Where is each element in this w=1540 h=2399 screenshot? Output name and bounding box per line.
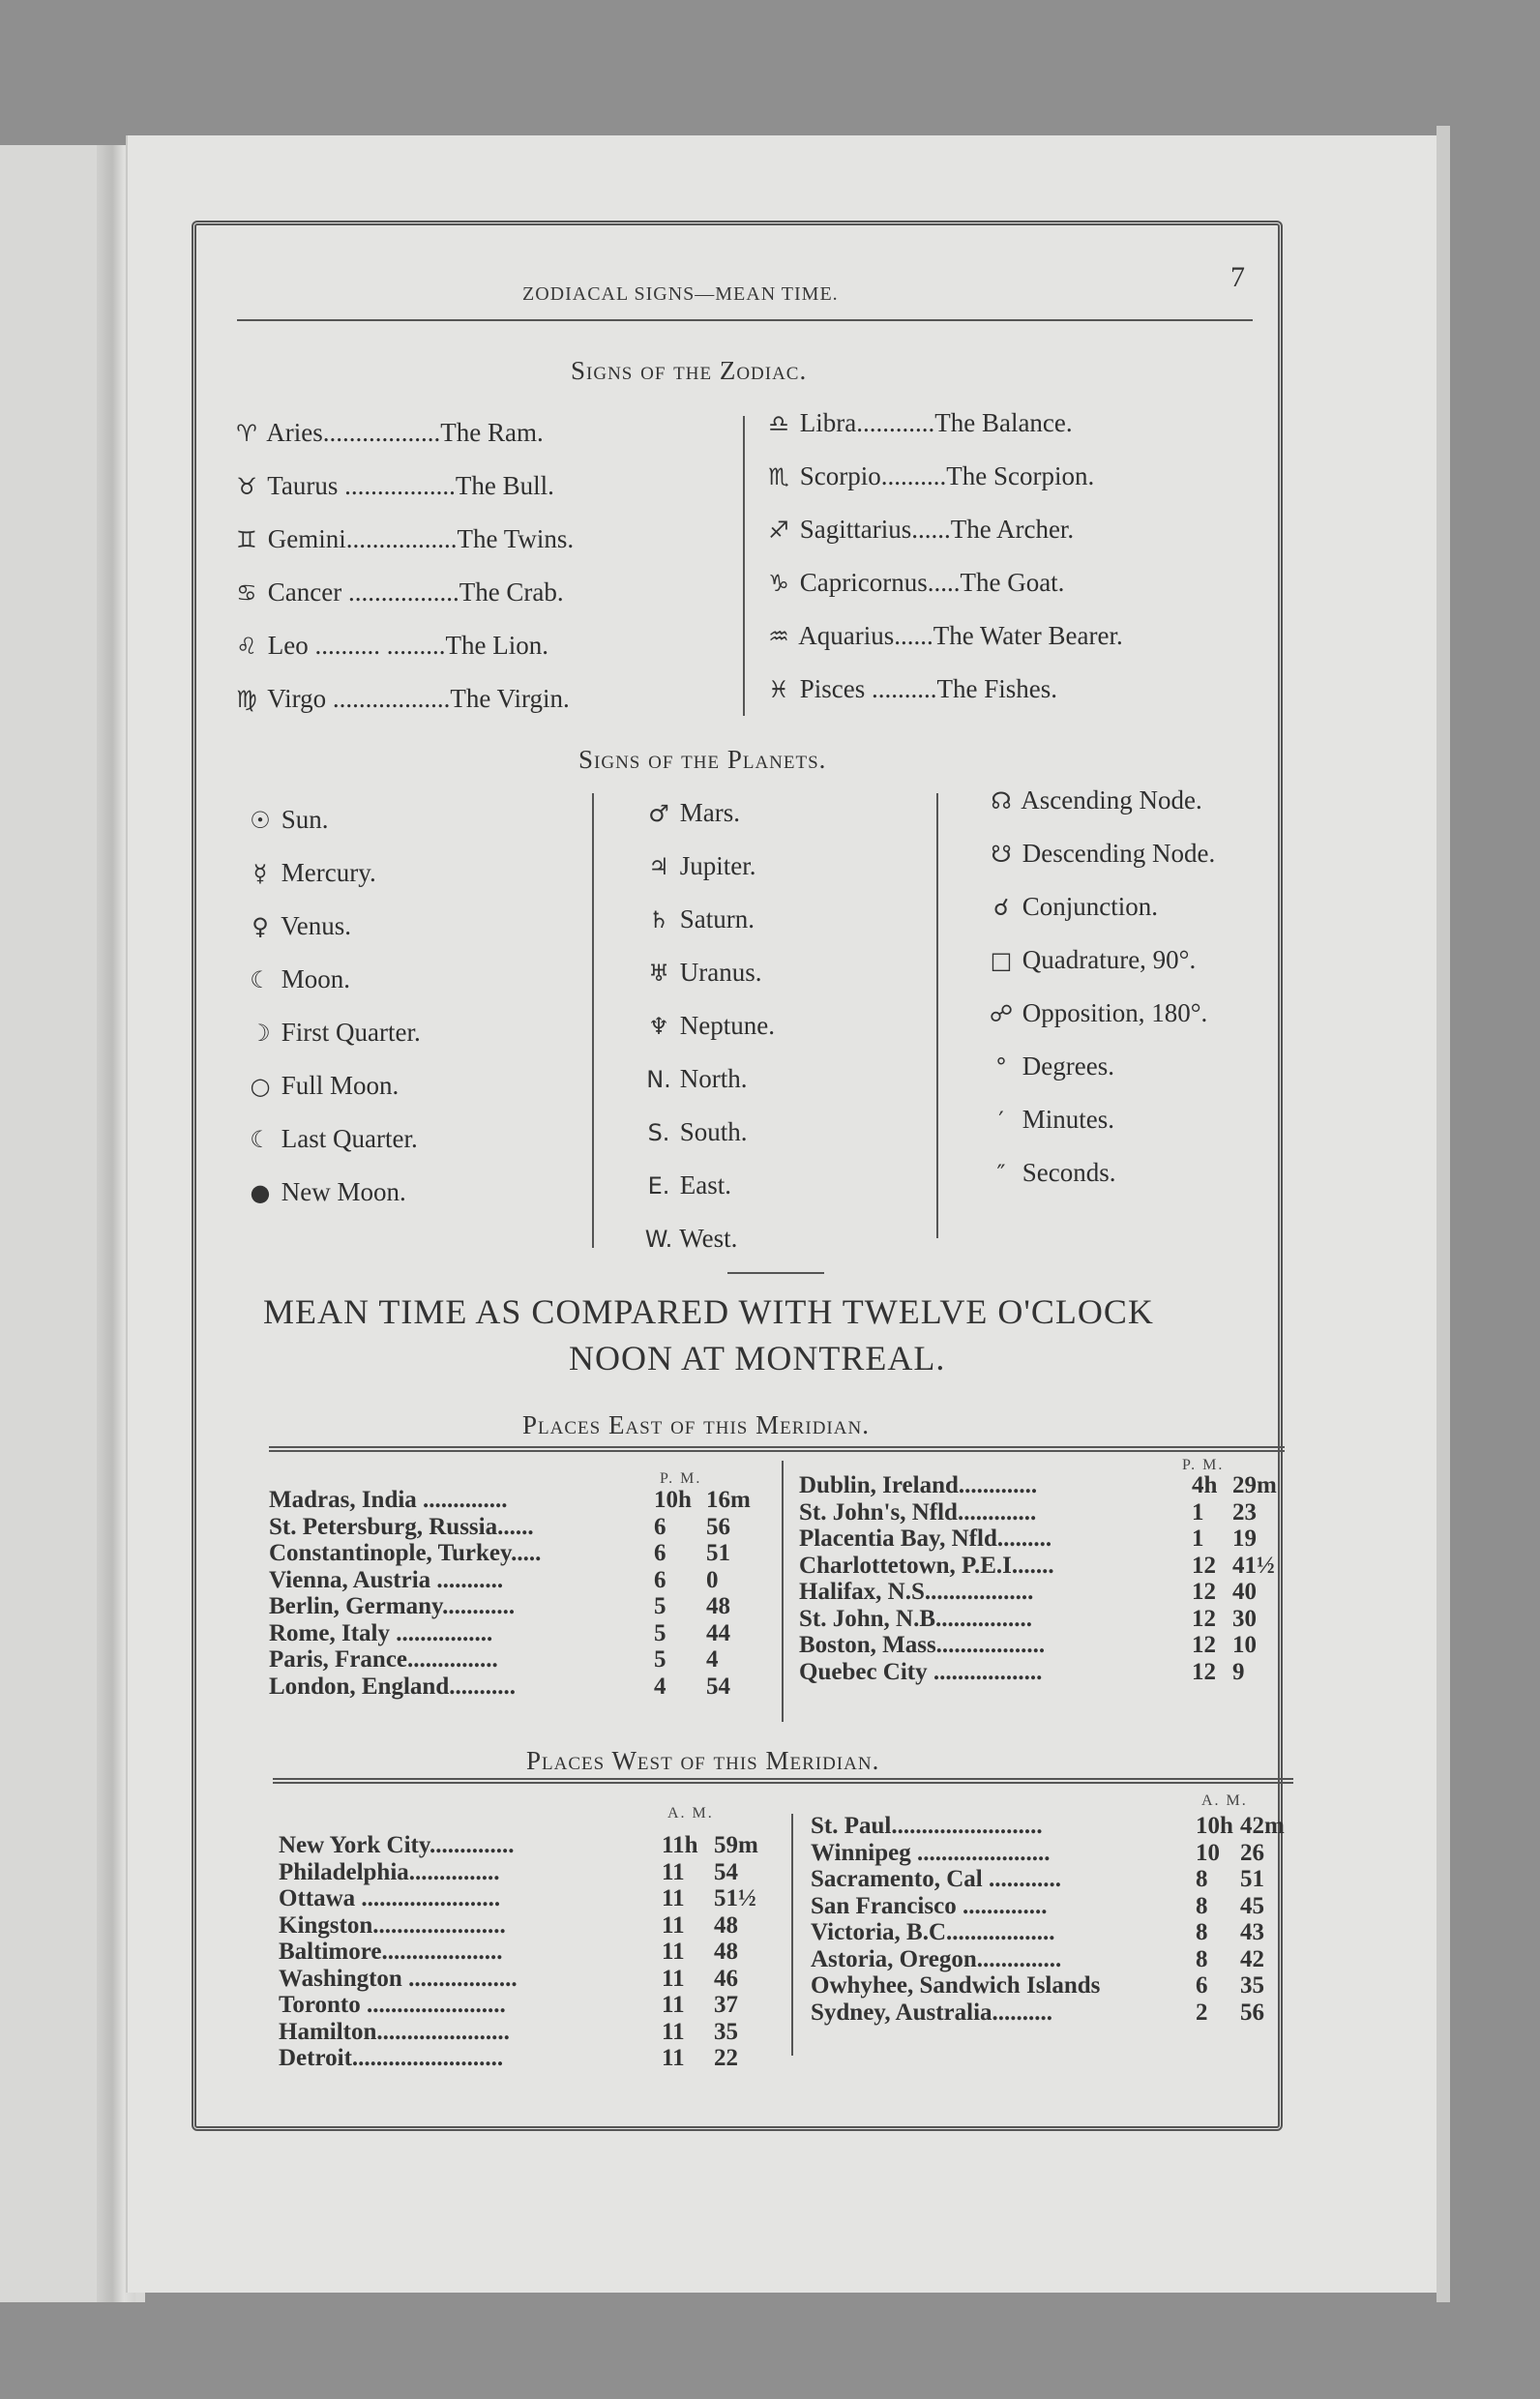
planet-sign-row bbox=[987, 839, 1215, 869]
zodiac-sign-row-label: Gemini.................The Twins. bbox=[261, 524, 575, 553]
table-row-place: Hamilton...................... bbox=[279, 2018, 510, 2045]
table-row-minutes: 22 bbox=[714, 2045, 738, 2071]
table-row-place: Washington .................. bbox=[279, 1965, 518, 1992]
table-row-minutes: 10 bbox=[1232, 1632, 1257, 1658]
planet-sign-row-label: Saturn. bbox=[673, 904, 755, 933]
planet-sign-row-label: Jupiter. bbox=[673, 851, 756, 880]
table-row-hours: 6 bbox=[654, 1566, 666, 1593]
planet-sign-row bbox=[246, 858, 376, 888]
table-row-place: Halifax, N.S.................. bbox=[799, 1579, 1034, 1605]
planet-sign-row-label: East. bbox=[673, 1170, 731, 1200]
planet-sign-row-symbol: ♄ bbox=[648, 906, 669, 933]
planet-sign-row-label: West. bbox=[673, 1224, 738, 1253]
table-row-hours: 8 bbox=[1196, 1919, 1208, 1945]
table-row-hours: 4h bbox=[1192, 1472, 1218, 1498]
planet-sign-row-label: New Moon. bbox=[275, 1177, 406, 1206]
planet-sign-row-symbol: ♃ bbox=[648, 853, 669, 880]
planet-sign-row bbox=[644, 851, 756, 881]
table-row-hours: 6 bbox=[654, 1540, 666, 1566]
planet-sign-row-label: Degrees. bbox=[1016, 1051, 1114, 1081]
zodiac-sign-row-label: Sagittarius......The Archer. bbox=[793, 515, 1075, 544]
planet-sign-row-label: Quadrature, 90°. bbox=[1016, 945, 1197, 974]
table-row-hours: 8 bbox=[1196, 1945, 1208, 1972]
table-row-hours: 12 bbox=[1192, 1605, 1216, 1632]
zodiac-sign-row-symbol: ♈ bbox=[236, 420, 257, 447]
planet-sign-row-symbol: ☍ bbox=[989, 1000, 1014, 1027]
table-row-minutes: 54 bbox=[714, 1858, 738, 1885]
table-row-minutes: 0 bbox=[706, 1566, 719, 1593]
east-col-head-right: P. M. bbox=[1182, 1457, 1225, 1473]
planet-sign-row-symbol: ♀ bbox=[252, 913, 269, 940]
planet-sign-row-symbol: ♂ bbox=[648, 800, 669, 827]
planet-sign-row-symbol: ☽ bbox=[250, 1020, 271, 1047]
zodiac-sign-row-symbol: ♍ bbox=[236, 686, 257, 713]
table-row-minutes: 35 bbox=[714, 2018, 738, 2045]
table-row-minutes: 48 bbox=[714, 1911, 738, 1939]
zodiac-sign-row-symbol: ♋ bbox=[236, 579, 257, 607]
page-edge bbox=[1436, 126, 1450, 2302]
table-row-place: Baltimore.................... bbox=[279, 1939, 503, 1965]
table-row-place: London, England........... bbox=[269, 1673, 516, 1700]
planet-sign-row bbox=[644, 798, 740, 828]
zodiac-sign-row bbox=[764, 461, 1094, 491]
planet-sign-row-symbol: ☊ bbox=[991, 787, 1012, 814]
table-row-minutes: 45 bbox=[1240, 1892, 1264, 1919]
planet-sign-row-symbol: ′ bbox=[998, 1107, 1004, 1134]
table-row-minutes: 16m bbox=[706, 1487, 751, 1513]
planet-sign-row-label: Seconds. bbox=[1016, 1158, 1116, 1187]
table-row-place: Berlin, Germany............ bbox=[269, 1593, 516, 1619]
table-row-hours: 8 bbox=[1196, 1866, 1208, 1892]
zodiac-sign-row-symbol: ♒ bbox=[768, 623, 789, 650]
zodiac-sign-row-symbol: ♎ bbox=[768, 410, 789, 437]
zodiac-sign-row-label: Cancer .................The Crab. bbox=[261, 578, 564, 607]
table-row-place: St. John's, Nfld............. bbox=[799, 1498, 1037, 1525]
planet-sign-row-symbol: W. bbox=[644, 1226, 673, 1253]
planet-sign-row-symbol: N. bbox=[646, 1066, 671, 1093]
planet-sign-row-symbol: ☌ bbox=[992, 894, 1010, 921]
table-row-place: Sacramento, Cal ............ bbox=[811, 1866, 1061, 1892]
planet-sign-row-label: North. bbox=[673, 1064, 748, 1093]
planet-sign-row-label: Ascending Node. bbox=[1016, 785, 1202, 814]
table-row-hours: 10h bbox=[1196, 1813, 1233, 1839]
table-row-minutes: 51 bbox=[706, 1540, 730, 1566]
table-row-minutes: 4 bbox=[706, 1646, 719, 1673]
table-row-minutes: 54 bbox=[706, 1673, 730, 1700]
planet-sign-row-symbol: ♅ bbox=[648, 960, 669, 987]
planet-sign-row-symbol: ″ bbox=[996, 1160, 1006, 1187]
table-row-place: Detroit......................... bbox=[279, 2045, 504, 2071]
table-row-hours: 11 bbox=[662, 1911, 685, 1939]
planet-sign-row-symbol: ° bbox=[995, 1053, 1007, 1081]
table-row-place: San Francisco .............. bbox=[811, 1892, 1048, 1919]
east-top-rule bbox=[269, 1446, 1285, 1452]
zodiac-sign-row-symbol: ♐ bbox=[768, 517, 789, 544]
planet-sign-row-symbol: ● bbox=[250, 1179, 271, 1206]
table-row-place: Placentia Bay, Nfld......... bbox=[799, 1525, 1052, 1552]
table-row-place: Winnipeg ...................... bbox=[811, 1839, 1051, 1866]
planet-sign-row-symbol: ☾ bbox=[250, 966, 271, 993]
table-row-place: Owhyhee, Sandwich Islands bbox=[811, 1972, 1101, 1999]
mean-time-title-1: MEAN TIME AS COMPARED WITH TWELVE O'CLOCK bbox=[263, 1292, 1154, 1331]
table-row-hours: 12 bbox=[1192, 1658, 1216, 1685]
planet-sign-row bbox=[987, 892, 1158, 922]
table-row-place: Kingston...................... bbox=[279, 1911, 506, 1939]
table-row-minutes: 41½ bbox=[1232, 1552, 1275, 1579]
table-row-minutes: 51½ bbox=[714, 1885, 756, 1911]
table-row-place: St. Paul......................... bbox=[811, 1813, 1043, 1839]
zodiac-sign-row bbox=[232, 684, 570, 714]
zodiac-sign-row bbox=[232, 471, 554, 501]
table-row-place: Charlottetown, P.E.I....... bbox=[799, 1552, 1054, 1579]
table-row-place: Ottawa ....................... bbox=[279, 1885, 501, 1911]
planet-sign-row bbox=[246, 1018, 421, 1048]
table-row-minutes: 44 bbox=[706, 1619, 730, 1646]
table-row-place: St. Petersburg, Russia...... bbox=[269, 1513, 534, 1540]
east-title: Places East of this Meridian. bbox=[522, 1410, 870, 1439]
table-row-place: Quebec City .................. bbox=[799, 1658, 1043, 1685]
table-row-place: Dublin, Ireland............. bbox=[799, 1472, 1038, 1498]
table-row-minutes: 35 bbox=[1240, 1972, 1264, 1999]
table-row-hours: 11h bbox=[662, 1832, 698, 1858]
table-row-hours: 11 bbox=[662, 2018, 685, 2045]
planet-sign-row bbox=[644, 904, 755, 934]
planet-sign-row-label: First Quarter. bbox=[275, 1018, 421, 1047]
table-row-place: Paris, France............... bbox=[269, 1646, 498, 1673]
planet-sign-row bbox=[987, 998, 1207, 1028]
table-row-hours: 11 bbox=[662, 1885, 685, 1911]
table-row-hours: 11 bbox=[662, 2045, 685, 2071]
table-row-hours: 11 bbox=[662, 1965, 685, 1992]
planet-sign-row-symbol: ○ bbox=[250, 1073, 271, 1100]
planet-sign-row-label: Opposition, 180°. bbox=[1016, 998, 1208, 1027]
planet-sign-row bbox=[987, 1051, 1114, 1081]
zodiac-sign-row-label: Taurus .................The Bull. bbox=[261, 471, 554, 500]
zodiac-sign-row bbox=[764, 408, 1073, 438]
table-row-place: Rome, Italy ................ bbox=[269, 1619, 493, 1646]
zodiac-sign-row-symbol: ♓ bbox=[768, 676, 789, 703]
planet-sign-row-symbol: ☉ bbox=[250, 807, 271, 834]
zodiac-sign-row bbox=[764, 621, 1123, 651]
planet-sign-row-label: Descending Node. bbox=[1016, 839, 1216, 868]
table-row-minutes: 42 bbox=[1240, 1945, 1264, 1972]
zodiac-sign-row bbox=[764, 515, 1074, 545]
table-row-minutes: 46 bbox=[714, 1965, 738, 1992]
table-row-place: Astoria, Oregon.............. bbox=[811, 1945, 1062, 1972]
table-row-hours: 11 bbox=[662, 1858, 685, 1885]
zodiac-sign-row-label: Capricornus.....The Goat. bbox=[793, 568, 1065, 597]
table-row-minutes: 48 bbox=[714, 1939, 738, 1965]
table-row-hours: 11 bbox=[662, 1992, 685, 2018]
table-row-place: Philadelphia............... bbox=[279, 1858, 500, 1885]
planet-sign-row bbox=[987, 945, 1196, 975]
planet-sign-row-label: Mars. bbox=[673, 798, 740, 827]
planet-sign-row-label: Sun. bbox=[275, 805, 329, 834]
table-row-minutes: 43 bbox=[1240, 1919, 1264, 1945]
table-row-hours: 1 bbox=[1192, 1498, 1204, 1525]
zodiac-sign-row-label: Aries..................The Ram. bbox=[261, 418, 544, 447]
zodiac-sign-row-symbol: ♌ bbox=[236, 633, 257, 660]
section-separator bbox=[727, 1272, 824, 1274]
table-row-hours: 1 bbox=[1192, 1525, 1204, 1552]
west-divider bbox=[791, 1814, 793, 2056]
zodiac-sign-row-label: Libra............The Balance. bbox=[793, 408, 1073, 437]
planet-sign-row bbox=[644, 1011, 775, 1041]
table-row-minutes: 48 bbox=[706, 1593, 730, 1619]
zodiac-sign-row-symbol: ♉ bbox=[236, 473, 257, 500]
planet-sign-row bbox=[246, 1177, 406, 1207]
table-row-place: Vienna, Austria ........... bbox=[269, 1566, 504, 1593]
table-row-hours: 5 bbox=[654, 1619, 666, 1646]
table-row-hours: 5 bbox=[654, 1593, 666, 1619]
planet-sign-row-label: Moon. bbox=[275, 964, 351, 993]
east-divider bbox=[782, 1461, 784, 1722]
header-rule bbox=[237, 319, 1253, 321]
planet-sign-row bbox=[987, 1105, 1114, 1135]
planet-sign-row-label: Full Moon. bbox=[275, 1071, 400, 1100]
zodiac-title: Signs of the Zodiac. bbox=[571, 356, 808, 385]
planet-sign-row bbox=[644, 1117, 748, 1147]
zodiac-sign-row-label: Scorpio..........The Scorpion. bbox=[793, 461, 1095, 490]
zodiac-sign-row bbox=[232, 524, 574, 554]
table-row-hours: 12 bbox=[1192, 1579, 1216, 1605]
zodiac-sign-row-label: Pisces ..........The Fishes. bbox=[793, 674, 1057, 703]
planet-sign-row bbox=[644, 1170, 731, 1200]
planet-sign-row-label: South. bbox=[673, 1117, 748, 1146]
planet-sign-row-label: Mercury. bbox=[275, 858, 376, 887]
zodiac-sign-row-symbol: ♊ bbox=[236, 526, 257, 553]
zodiac-sign-row bbox=[764, 568, 1064, 598]
planet-sign-row bbox=[246, 805, 329, 835]
planet-sign-row-label: Venus. bbox=[275, 911, 352, 940]
table-row-hours: 2 bbox=[1196, 1999, 1208, 2026]
table-row-minutes: 51 bbox=[1240, 1866, 1264, 1892]
table-row-hours: 12 bbox=[1192, 1632, 1216, 1658]
table-row-place: Toronto ....................... bbox=[279, 1992, 506, 2018]
table-row-place: Constantinople, Turkey..... bbox=[269, 1540, 542, 1566]
planet-sign-row bbox=[246, 1124, 418, 1154]
table-row-place: New York City.............. bbox=[279, 1832, 515, 1858]
zodiac-sign-row-label: Leo .......... .........The Lion. bbox=[261, 631, 548, 660]
table-row-minutes: 30 bbox=[1232, 1605, 1257, 1632]
planet-sign-row-label: Last Quarter. bbox=[275, 1124, 418, 1153]
planet-sign-row bbox=[644, 958, 761, 988]
table-row-minutes: 56 bbox=[706, 1513, 730, 1540]
planet-sign-row bbox=[246, 911, 351, 941]
table-row-hours: 5 bbox=[654, 1646, 666, 1673]
planet-sign-row-symbol: □ bbox=[990, 947, 1013, 974]
zodiac-sign-row bbox=[232, 418, 544, 448]
table-row-minutes: 9 bbox=[1232, 1658, 1245, 1685]
west-col-head-right: A. M. bbox=[1201, 1792, 1248, 1809]
planet-sign-row bbox=[246, 1071, 399, 1101]
planets-title: Signs of the Planets. bbox=[578, 745, 827, 774]
west-col-head-left: A. M. bbox=[667, 1805, 714, 1821]
table-row-hours: 12 bbox=[1192, 1552, 1216, 1579]
east-col-head-left: P. M. bbox=[660, 1470, 702, 1487]
table-row-minutes: 23 bbox=[1232, 1498, 1257, 1525]
table-row-hours: 8 bbox=[1196, 1892, 1208, 1919]
planet-sign-row bbox=[644, 1224, 737, 1254]
zodiac-divider bbox=[743, 416, 745, 716]
zodiac-sign-row bbox=[232, 631, 548, 661]
table-row-place: Boston, Mass.................. bbox=[799, 1632, 1046, 1658]
planet-sign-row-label: Neptune. bbox=[673, 1011, 775, 1040]
page-number: 7 bbox=[1230, 261, 1245, 293]
zodiac-sign-row-symbol: ♑ bbox=[768, 570, 789, 597]
table-row-place: Victoria, B.C.................. bbox=[811, 1919, 1055, 1945]
table-row-place: Sydney, Australia.......... bbox=[811, 1999, 1053, 2026]
planet-sign-row-label: Minutes. bbox=[1016, 1105, 1115, 1134]
table-row-minutes: 59m bbox=[714, 1832, 758, 1858]
table-row-hours: 6 bbox=[1196, 1972, 1208, 1999]
west-title: Places West of this Meridian. bbox=[526, 1746, 880, 1775]
zodiac-sign-row bbox=[232, 578, 564, 607]
planet-sign-row-symbol: ♆ bbox=[648, 1013, 669, 1040]
west-top-rule bbox=[273, 1778, 1293, 1784]
planets-divider-1 bbox=[592, 793, 594, 1248]
planet-sign-row-symbol: ☿ bbox=[252, 860, 268, 887]
table-row-place: Madras, India .............. bbox=[269, 1487, 508, 1513]
table-row-minutes: 26 bbox=[1240, 1839, 1264, 1866]
planet-sign-row-label: Conjunction. bbox=[1016, 892, 1158, 921]
planet-sign-row-symbol: ☾ bbox=[250, 1126, 271, 1153]
table-row-hours: 6 bbox=[654, 1513, 666, 1540]
table-row-minutes: 37 bbox=[714, 1992, 738, 2018]
planet-sign-row bbox=[246, 964, 350, 994]
planet-sign-row-symbol: E. bbox=[647, 1172, 670, 1200]
table-row-hours: 10 bbox=[1196, 1839, 1220, 1866]
table-row-hours: 4 bbox=[654, 1673, 666, 1700]
planet-sign-row bbox=[644, 1064, 748, 1094]
mean-time-title-2: NOON AT MONTREAL. bbox=[569, 1339, 946, 1377]
zodiac-sign-row-label: Aquarius......The Water Bearer. bbox=[793, 621, 1123, 650]
zodiac-sign-row-label: Virgo ..................The Virgin. bbox=[261, 684, 570, 713]
zodiac-sign-row bbox=[764, 674, 1057, 704]
table-row-hours: 11 bbox=[662, 1939, 685, 1965]
planet-sign-row-label: Uranus. bbox=[673, 958, 762, 987]
planet-sign-row bbox=[987, 785, 1202, 815]
table-row-minutes: 19 bbox=[1232, 1525, 1257, 1552]
running-head: ZODIACAL SIGNS—MEAN TIME. bbox=[522, 283, 839, 305]
zodiac-sign-row-symbol: ♏ bbox=[768, 463, 789, 490]
table-row-minutes: 56 bbox=[1240, 1999, 1264, 2026]
table-row-place: St. John, N.B................ bbox=[799, 1605, 1033, 1632]
table-row-hours: 10h bbox=[654, 1487, 692, 1513]
table-row-minutes: 42m bbox=[1240, 1813, 1285, 1839]
planets-divider-2 bbox=[936, 793, 938, 1238]
table-row-minutes: 40 bbox=[1232, 1579, 1257, 1605]
planet-sign-row-symbol: S. bbox=[647, 1119, 670, 1146]
planet-sign-row-symbol: ☋ bbox=[991, 841, 1012, 868]
planet-sign-row bbox=[987, 1158, 1116, 1188]
table-row-minutes: 29m bbox=[1232, 1472, 1277, 1498]
